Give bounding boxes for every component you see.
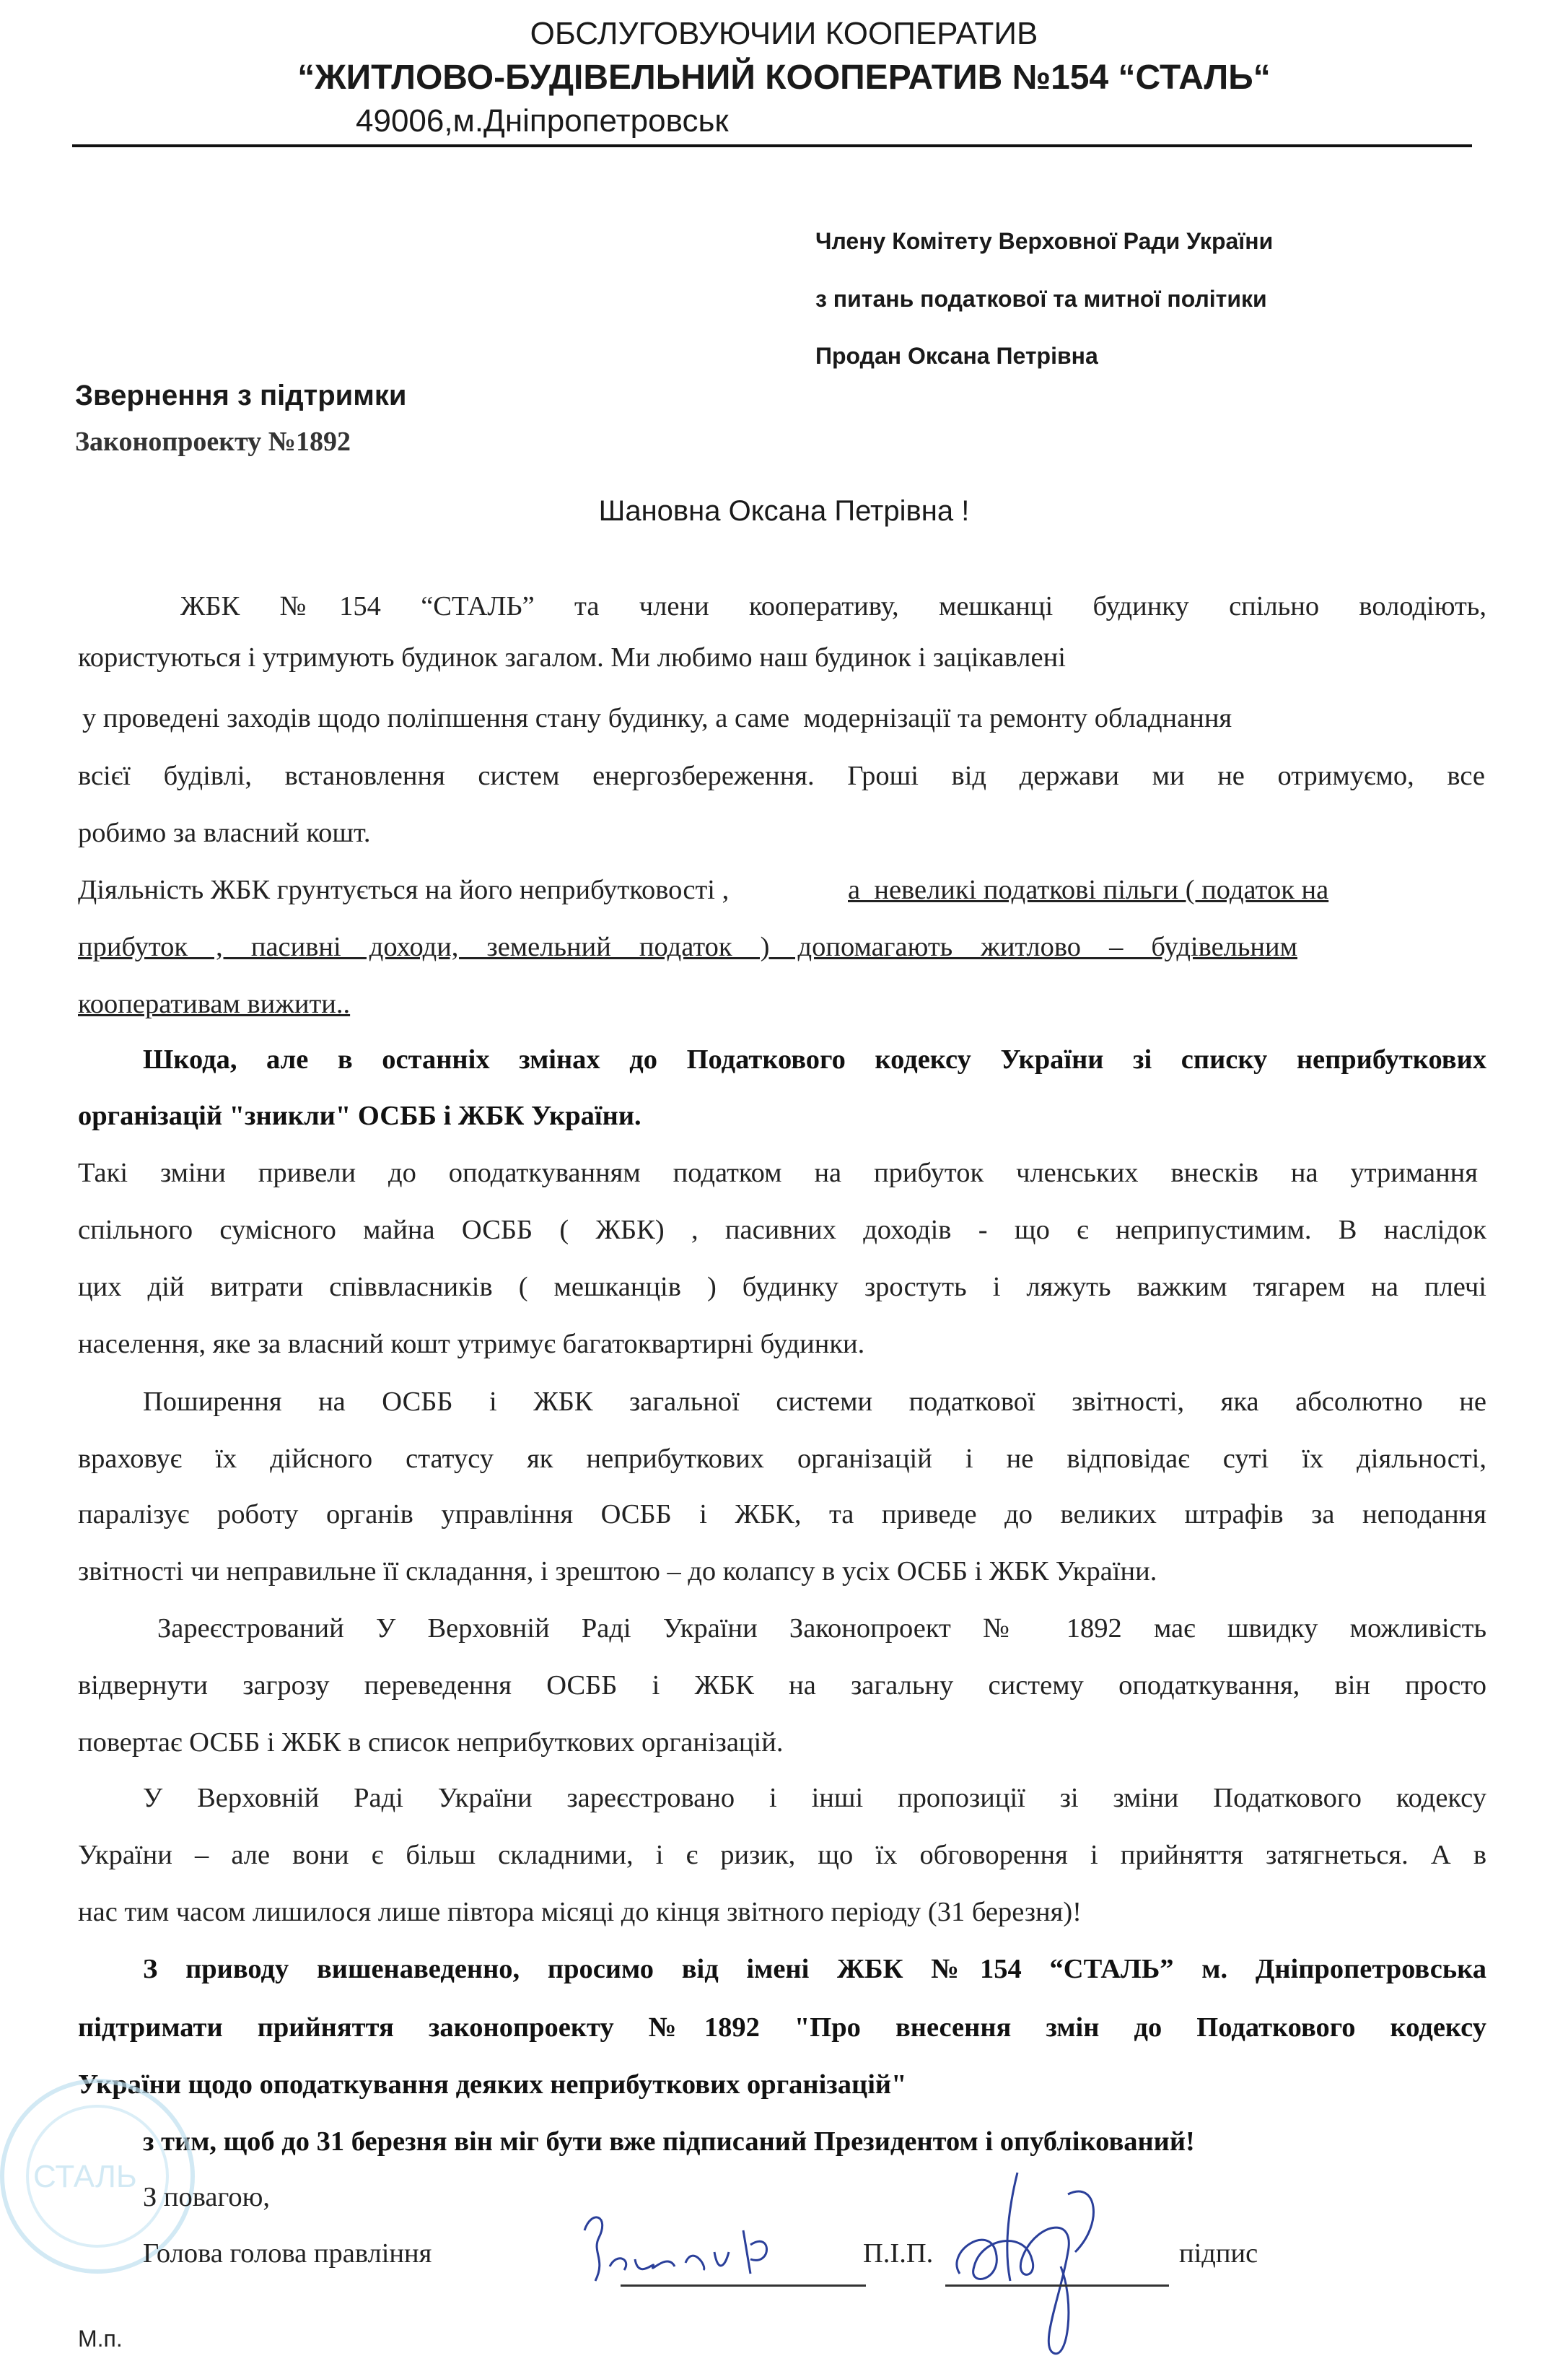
body-line: У Верховній Раді України зареєстровано і інші пропозиції зі зміни Податкового кодексу <box>143 1783 1486 1813</box>
letterhead-org-name: “ЖИТЛОВО-БУДІВЕЛЬНИЙ КООПЕРАТИВ №154 “СТАЛЬ“ <box>297 58 1271 97</box>
signature <box>931 2158 1162 2360</box>
letterhead-address: 49006,м.Дніпропетровськ <box>356 103 729 139</box>
closing-regards: З повагою, <box>143 2182 270 2212</box>
body-line: нас тим часом лишилося лише півтора місяці до кінця звітного періоду (31 березня)! <box>78 1897 1082 1927</box>
body-line: робимо за власний кошт. <box>78 818 371 848</box>
body-line: Поширення на ОСББ і ЖБК загальної системи податкової звітності, яка абсолютно не <box>143 1387 1486 1417</box>
body-line: ЖБК №154 “СТАЛЬ” та члени кооперативу, мешканці будинку спільно володіють, <box>180 591 1486 621</box>
body-line: а невеликі податкові пільги ( податок на <box>848 875 1329 905</box>
body-line: у проведені заходів щодо поліпшення стану будинку, а саме модернізації та ремонту обладнання <box>82 703 1232 733</box>
addressee-line-1: Члену Комітету Верховної Ради України <box>815 228 1274 254</box>
body-line: підтримати прийняття законопроекту №1892 "Про внесення змін до Податкового кодексу <box>78 2012 1486 2043</box>
body-line: цих дій витрати співвласників ( мешканців ) будинку зростуть і ляжуть важким тягарем на плечі <box>78 1272 1486 1302</box>
letterhead-divider <box>72 144 1472 147</box>
body-line: всієї будівлі, встановлення систем енергозбереження. Гроші від держави ми не отримуємо, все <box>78 761 1485 791</box>
closing-position: Голова голова правління <box>143 2238 432 2269</box>
body-line: прибуток , пасивні доходи, земельний податок ) допомагають житлово – будівельним <box>78 932 1297 962</box>
body-line: користуються і утримують будинок загалом. Ми любимо наш будинок і зацікавлені <box>78 642 1066 673</box>
body-line: з тим, щоб до 31 березня він міг бути вже підписаний Президентом і опублікований! <box>143 2126 1195 2157</box>
subject-title: Звернення з підтримки <box>75 380 407 411</box>
body-line: населення, яке за власний кошт утримує багатоквартирні будинки. <box>78 1329 865 1359</box>
body-line: організацій "зникли" ОСББ і ЖБК України. <box>78 1101 641 1131</box>
body-line: України щодо оподаткування деяких неприбуткових організацій" <box>78 2069 907 2100</box>
body-line: звітності чи неправильне її складання, і зрештою – до колапсу в усіх ОСББ і ЖБК України. <box>78 1556 1157 1587</box>
body-line: Шкода, але в останніх змінах до Податкового кодексу України зі списку неприбуткових <box>143 1044 1486 1075</box>
addressee-line-3: Продан Оксана Петрівна <box>815 343 1098 369</box>
body-line: України – але вони є більш складними, і є ризик, що їх обговорення і прийняття затягнеться. А в <box>78 1840 1486 1870</box>
body-line: враховує їх дійсного статусу як неприбуткових організацій і не відповідає суті їх діяльності, <box>78 1444 1486 1474</box>
letterhead-org-type: ОБСЛУГОВУЮЧИИ КООПЕРАТИВ <box>530 16 1038 51</box>
body-line: З приводу вишенаведенно, просимо від імені ЖБК №154 “СТАЛЬ” м. Дніпропетровська <box>143 1954 1486 1984</box>
body-line: відвернути загрозу переведення ОСББ і ЖБК на загальну систему оподаткування, він просто <box>78 1670 1486 1701</box>
body-line: кооперативам вижити.. <box>78 989 351 1019</box>
greeting: Шановна Оксана Петрівна ! <box>598 495 970 527</box>
seal-label: М.п. <box>78 2326 123 2352</box>
body-line: Зареєстрований У Верховній Раді України Законопроект № 1892 має швидку можливість <box>157 1613 1486 1644</box>
handwritten-name-signature <box>570 2201 808 2295</box>
subject-subtitle: Законопроекту №1892 <box>75 427 351 457</box>
body-line: Діяльність ЖБК грунтується на його неприбутковості , <box>78 875 730 905</box>
signature-underline <box>945 2284 1169 2287</box>
body-line: паралізує роботу органів управління ОСББ і ЖБК, та приведе до великих штрафів за неподання <box>78 1499 1486 1529</box>
addressee-line-2: з питань податкової та митної політики <box>815 286 1267 312</box>
body-line: Такі зміни привели до оподаткуванням податком на прибуток членських внесків на утримання <box>78 1158 1478 1188</box>
name-label: П.І.П. <box>863 2238 934 2269</box>
stamp-text: СТАЛЬ <box>33 2159 137 2194</box>
body-line: спільного сумісного майна ОСББ ( ЖБК) , пасивних доходів - що є неприпустимим. В наслідок <box>78 1215 1486 1245</box>
name-underline <box>621 2284 866 2287</box>
body-line: повертає ОСББ і ЖБК в список неприбуткових організацій. <box>78 1727 784 1758</box>
signature-label: підпис <box>1179 2238 1258 2269</box>
